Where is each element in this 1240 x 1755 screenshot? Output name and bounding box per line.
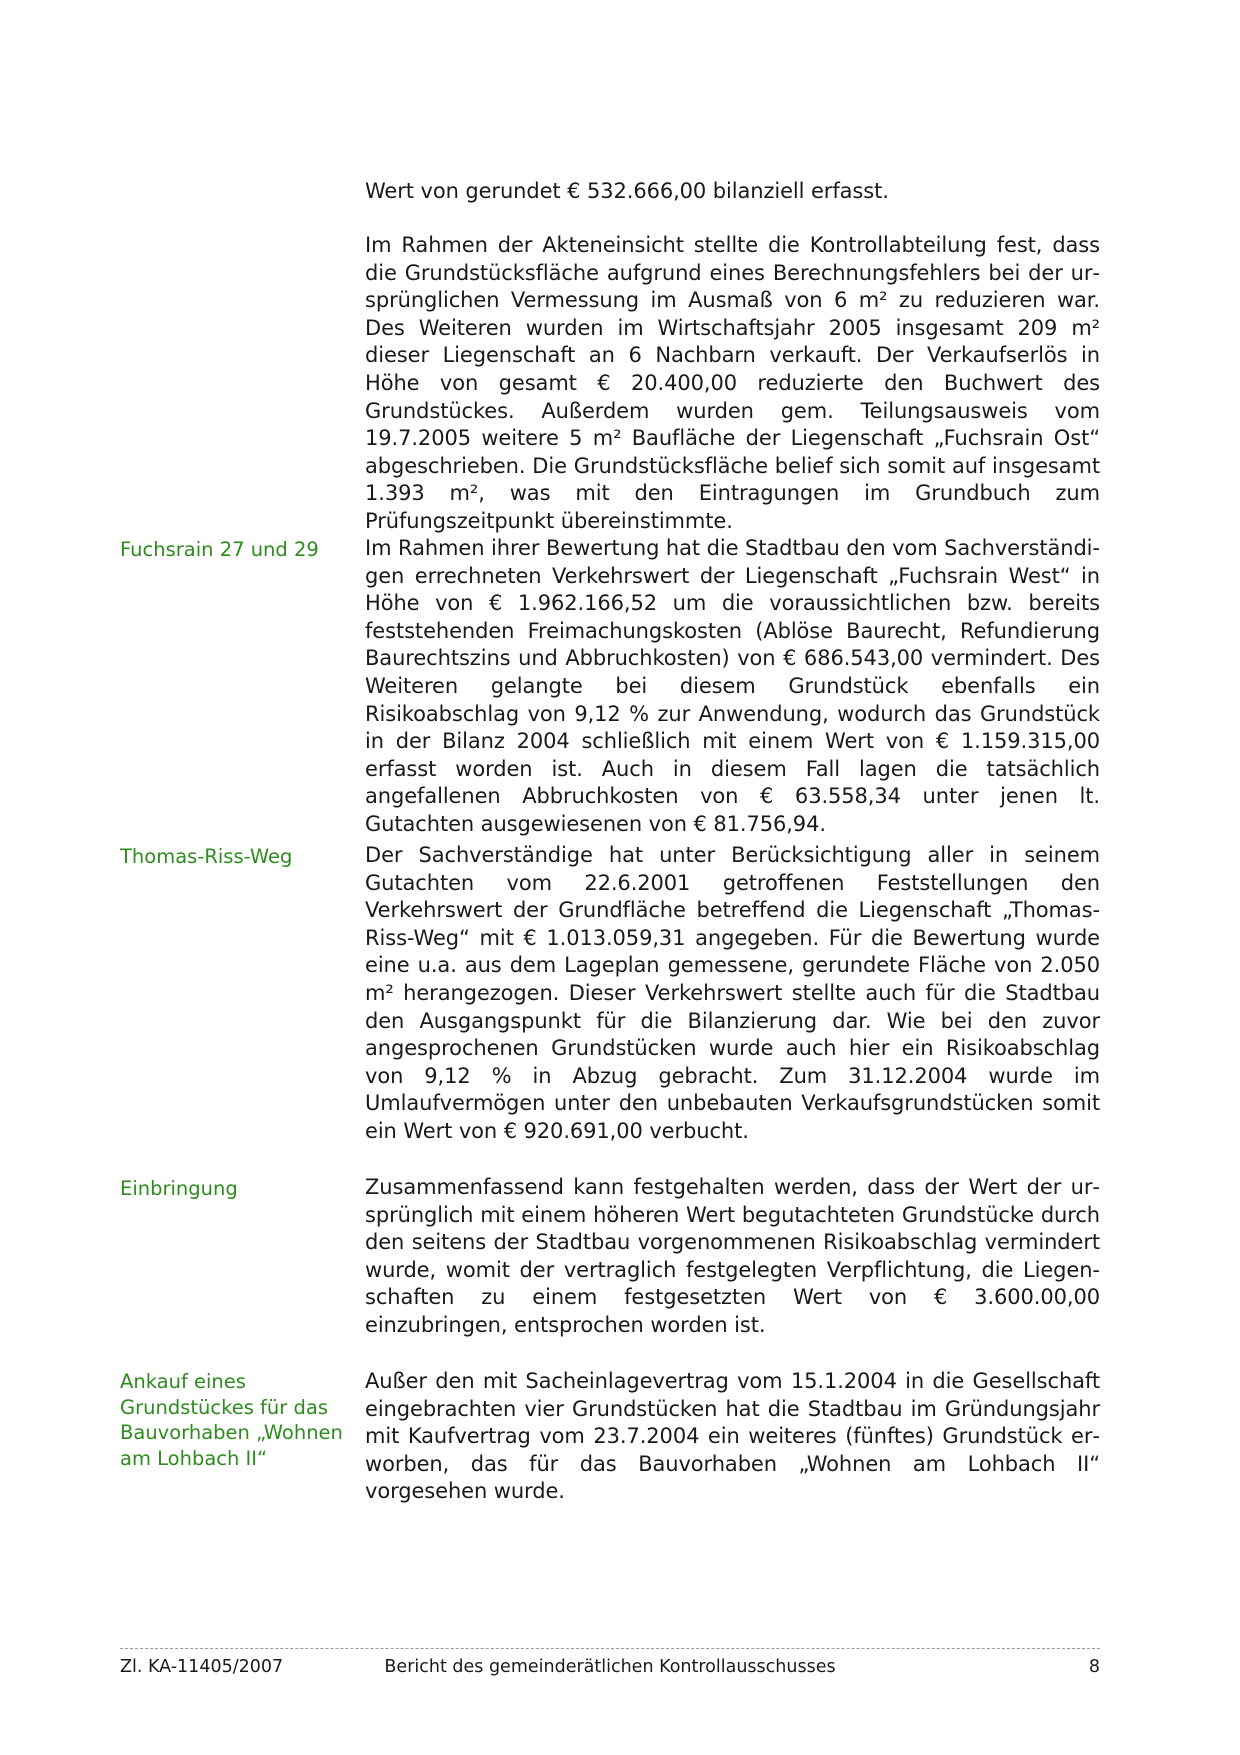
- paragraph-einbringung: Zusammenfassend kann festgehalten werden, dass der Wert der ursprünglich mit einem höheren Wert begutachteten Grundstücke durch den seitens der Stadtbau vorgenommenen Risikoabschlag vermindert wurde, womit der vertraglich festgelegten Verpflichtung, die Liegenschaften zu einem festgesetzten Wert von € 3.600.00,00 einzubringen, entsprochen worden ist.: [365, 1175, 1100, 1337]
- margin-note-fuchsrain: Fuchsrain 27 und 29: [120, 538, 319, 561]
- footer-reference: Zl. KA-11405/2007: [120, 1657, 284, 1677]
- paragraph-akteneinsicht: Im Rahmen der Akteneinsicht stellte die Kontrollabteilung fest, dass die Grundstücksfläche aufgrund eines Berechnungsfehlers bei der ursprünglichen Vermessung im Ausmaß von 6 m² zu reduzieren war. Des Weiteren wurden im Wirtschaftsjahr 2005 insgesamt 209 m² dieser Liegenschaft an 6 Nachbarn verkauft. Der Verkaufserlös in Höhe von gesamt € 20.400,00 reduzierte den Buchwert des Grundstückes. Außerdem wurden gem. Teilungsausweis vom 19.7.2005 weitere 5 m² Baufläche der Liegenschaft „Fuchsrain Ost“ abgeschrieben. Die Grundstücksfläche belief sich somit auf insgesamt 1.393 m², was mit den Eintragungen im Grundbuch zum Prüfungszeitpunkt übereinstimmte.: [365, 233, 1100, 533]
- margin-note-thomas-riss-weg: Thomas-Riss-Weg: [120, 845, 293, 868]
- paragraph-thomas-riss-weg: Der Sachverständige hat unter Berücksichtigung aller in seinem Gutachten vom 22.6.2001 getroffenen Feststellungen den Verkehrswert der Grundfläche betreffend die Liegenschaft „Thomas-Riss-Weg“ mit € 1.013.059,31 angegeben. Für die Bewertung wurde eine u.a. aus dem Lageplan gemessene, gerundete Fläche von 2.050 m² herangezogen. Dieser Verkehrswert stellte auch für die Stadtbau den Ausgangspunkt für die Bilanzierung dar. Wie bei den zuvor angesprochenen Grundstücken wurde auch hier ein Risikoabschlag von 9,12 % in Abzug gebracht. Zum 31.12.2004 wurde im Umlaufvermögen unter den unbebauten Verkaufsgrundstücken somit ein Wert von € 920.691,00 verbucht.: [365, 843, 1100, 1143]
- footer-title: Bericht des gemeinderätlichen Kontrollausschusses: [384, 1657, 836, 1677]
- margin-note-einbringung: Einbringung: [120, 1177, 238, 1200]
- paragraph-carryover: Wert von gerundet € 532.666,00 bilanziell erfasst.: [365, 179, 889, 203]
- footer-page-number: 8: [1088, 1657, 1100, 1677]
- paragraph-fuchsrain: Im Rahmen ihrer Bewertung hat die Stadtbau den vom Sachverständigen errechneten Verkehrswert der Liegenschaft „Fuchsrain West“ in Höhe von € 1.962.166,52 um die voraussichtlichen bzw. bereits feststehenden Freimachungskosten (Ablöse Baurecht, Refundierung Baurechtszins und Abbruchkosten) von € 686.543,00 vermindert. Des Weiteren gelangte bei diesem Grundstück ebenfalls ein Risikoabschlag von 9,12 % zur Anwendung, wodurch das Grundstück in der Bilanz 2004 schließlich mit einem Wert von € 1.159.315,00 erfasst worden ist. Auch in diesem Fall lagen die tatsächlich angefallenen Abbruchkosten von € 63.558,34 unter jenen lt. Gutachten ausgewiesenen von € 81.756,94.: [365, 536, 1100, 836]
- margin-note-ankauf: Ankauf eines Grundstückes für das Bauvorhaben „Wohnen am Lohbach II“: [120, 1370, 343, 1470]
- paragraph-ankauf: Außer den mit Sacheinlagevertrag vom 15.1.2004 in die Gesellschaft eingebrachten vier Grundstücken hat die Stadtbau im Gründungsjahr mit Kaufvertrag vom 23.7.2004 ein weiteres (fünftes) Grundstück erworben, das für das Bauvorhaben „Wohnen am Lohbach II“ vorgesehen wurde.: [365, 1369, 1100, 1504]
- footer-divider: [120, 1648, 1100, 1649]
